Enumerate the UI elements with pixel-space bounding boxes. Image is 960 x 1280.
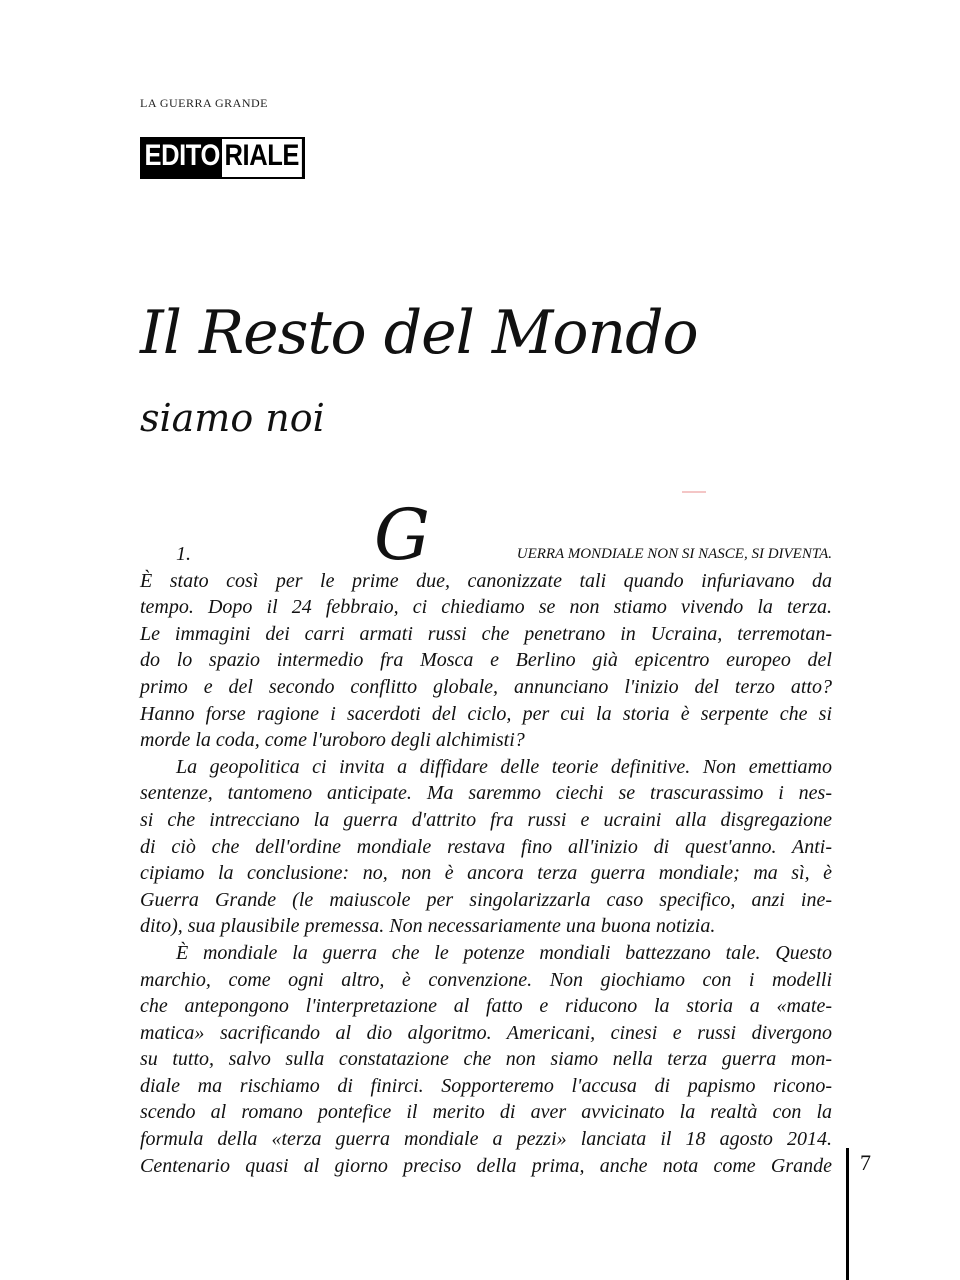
body-line: La geopolitica ci invita a diffidare delle teorie definitive. Non emettiamo: [176, 755, 832, 778]
body-line: matica» sacrificando al dio algoritmo. Americani, cinesi e russi divergono: [140, 1021, 832, 1044]
print-speck: [682, 491, 706, 493]
first-line: [140, 541, 832, 568]
body-line: tempo. Dopo il 24 febbraio, ci chiediamo se non stiamo vivendo la terza.: [140, 596, 832, 619]
body-line: Le immagini dei carri armati russi che penetrano in Ucraina, terremotan-: [140, 622, 832, 645]
article-body: [140, 541, 832, 1179]
body-line: di ciò che dell'ordine mondiale restava fino all'inizio di quest'anno. Anti-: [140, 835, 832, 858]
article-title: Il Resto del Mondo: [140, 298, 698, 368]
body-line: cipiamo la conclusione: no, non è ancora terza guerra mondiale; ma sì, è: [140, 862, 832, 885]
body-line: formula della «terza guerra mondiale a pezzi» lanciata il 18 agosto 2014.: [140, 1128, 832, 1151]
running-head: LA GUERRA GRANDE: [140, 96, 269, 110]
body-line: È stato così per le prime due, canonizzate tali quando infuriavano da: [140, 569, 832, 592]
body-line: su tutto, salvo sulla constatazione che non siamo nella terza guerra mon-: [140, 1048, 832, 1071]
body-line: Centenario quasi al giorno preciso della prima, anche nota come Grande: [140, 1154, 832, 1177]
body-line: scendo al romano pontefice il merito di aver avvicinato la realtà con la: [140, 1101, 832, 1124]
article-subtitle: siamo noi: [140, 396, 325, 440]
body-line: morde la coda, come l'uroboro degli alchimisti?: [140, 729, 525, 752]
first-line-smallcaps: UERRA MONDIALE NON SI NASCE, SI DIVENTA.: [516, 546, 832, 562]
body-line: si che intrecciano la guerra d'attrito fra russi e ucraini alla disgregazione: [140, 808, 832, 831]
body-line: che antepongono l'interpretazione al fatto e riducono la storia a «mate-: [140, 995, 832, 1018]
body-line: Hanno forse ragione i sacerdoti del ciclo, per cui la storia è serpente che si: [140, 702, 832, 725]
body-line: dito), sua plausibile premessa. Non necessariamente una buona notizia.: [140, 915, 716, 938]
body-line: primo e del secondo conflitto globale, annunciano l'inizio del terzo atto?: [140, 675, 832, 698]
body-line: do lo spazio intermedio fra Mosca e Berlino già epicentro europeo del: [140, 649, 832, 672]
section-badge-light-part: RIALE: [222, 139, 301, 177]
body-line: diale ma rischiamo di finirci. Sopporteremo l'accusa di papismo ricono-: [140, 1074, 832, 1097]
section-number: 1.: [176, 543, 191, 565]
body-line: È mondiale la guerra che le potenze mondiali battezzano tale. Questo: [176, 941, 832, 964]
body-line: sentenze, tantomeno anticipate. Ma saremmo ciechi se trascurassimo i nes-: [140, 782, 832, 805]
drop-cap: G: [374, 494, 430, 576]
section-badge-dark-part: EDITO: [142, 139, 222, 177]
section-badge: [140, 137, 305, 179]
body-line: marchio, come ogni altro, è convenzione. Non giochiamo con i modelli: [140, 968, 832, 991]
body-line: Guerra Grande (le maiuscole per singolarizzarla caso specifico, anzi ine-: [140, 888, 832, 911]
page-number: 7: [860, 1150, 871, 1175]
page-number-rule: [846, 1148, 849, 1280]
